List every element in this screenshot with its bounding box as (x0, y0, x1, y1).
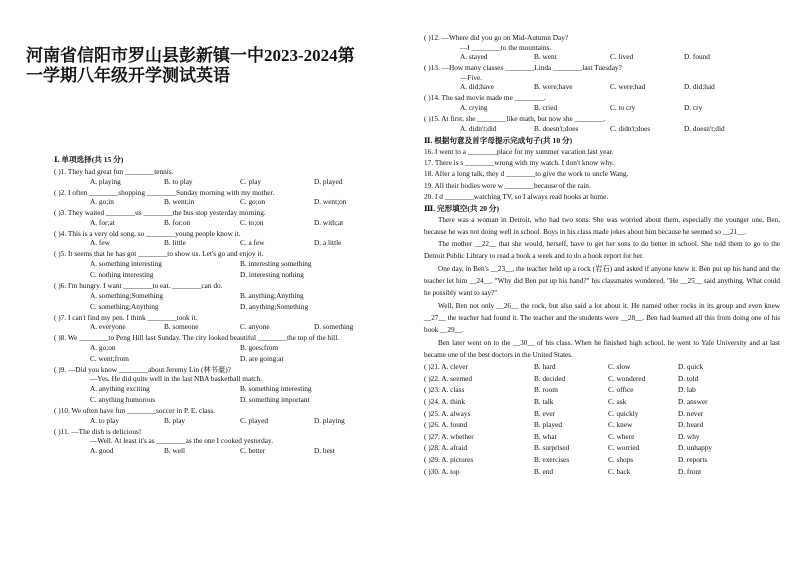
cloze-passage (424, 214, 780, 362)
cloze-paragraph-2: The mother __22__ that she would, herself, have to get her sons to do better in school. She told them to go to the Detroit Public Library to read a book a week and to do a book report for her. (424, 240, 780, 261)
question-9-options-cd: C. anything humorous D. something important (90, 394, 310, 404)
choice-row-25: ( )25. A. always B. ever C. quickly D. never (424, 408, 704, 418)
exam-title: 河南省信阳市罗山县彭新镇一中2023-2024第一学期八年级开学测试英语 (26, 46, 355, 85)
question-5-options-cd: C. nothing interesting D. interesting nothing (90, 269, 304, 279)
question-1-options: A. playing B. to play C. play D. played (90, 176, 343, 186)
cloze-paragraph-4: Well, Ben not only __26__ the rock, but also said a lot about it. He named other rocks in its group and even knew __27__ the teacher had found it. The teacher and the students were __28__. Ben had learned all this from doing one of his book __29__. (424, 301, 780, 335)
question-13-options: A. did;have B. were;have C. were;had D. did;had (460, 82, 715, 92)
question-12-options: A. stayed B. went C. lived D. found (460, 52, 710, 62)
question-4: ( )4. This is a very old song, so ________young people know it. (54, 228, 241, 238)
section-1-heading: Ⅰ. 单项选择(共 15 分) (54, 155, 124, 164)
question-12-reply: —I ________to the mountains. (460, 42, 552, 52)
question-14: ( )14. The sad movie made me ________. (424, 93, 546, 103)
choice-row-26: ( )26. A. found B. played C. knew D. heard (424, 420, 704, 430)
question-11: ( )11. —The dish is delicious! (54, 426, 142, 436)
question-8-options-cd: C. went;from D. are going;at (90, 353, 284, 363)
question-12: ( )12. —Where did you go on Mid-Autumn Day? (424, 33, 569, 42)
cloze-paragraph-1: There was a woman in Detroit, who had two sons. She was worried about them, especially the younger one, Ben, because he was not doing well in school. Boys in his class made jokes about him because he seemed so __21__. (424, 215, 780, 236)
question-10: ( )10. We often have fun ________soccer in P. E. class. (54, 405, 216, 415)
choice-row-28: ( )28. A. afraid B. surprised C. worried D. unhappy (424, 443, 713, 453)
question-1: ( )1. They had great fun ________tennis. (54, 167, 174, 176)
choice-row-27: ( )27. A. whether B. what C. where D. why (424, 431, 700, 441)
choice-row-21: ( )21. A. clever B. hard C. slow D. quick (424, 362, 704, 372)
fill-item-18: 18. After a long talk, they d ________to give the work to uncle Wang. (424, 169, 629, 179)
question-15-options: A. didn't;did B. doesn't;does C. didn't;does D. doesn't;did (460, 123, 725, 133)
question-7: ( )7. I can't find my pen. I think ________took it. (54, 312, 198, 322)
question-9-reply: —Yes. He did quite well in the last NBA basketball match. (90, 374, 262, 384)
question-4-options: A. few B. little C. a few D. a little (90, 238, 342, 248)
fill-item-17: 17. There is s ________wrong with my watch. I don't know why. (424, 157, 615, 167)
question-7-options: A. everyone B. someone C. anyone D. something (90, 322, 354, 332)
question-8: ( )8. We ________to Peng Hill last Sunday. The city looked beautiful ________the top of the hill. (54, 333, 340, 343)
choice-row-30: ( )30. A. top B. end C. back D. front (424, 466, 702, 476)
section-2-heading: Ⅱ. 根据句意及首字母提示完成句子(共 10 分) (424, 135, 573, 145)
question-5-options-ab: A. something interesting B. interesting something (90, 258, 312, 268)
fill-item-16: 16. I went to a ________place for my summer vacation last year. (424, 146, 614, 156)
question-2: ( )2. I often ________shopping ________Sunday morning with my mother. (54, 187, 275, 197)
choice-row-24: ( )24. A. think B. talk C. ask D. answer (424, 396, 708, 406)
question-6: ( )6. I'm hungry. I want ________to eat. ________can do. (54, 280, 223, 290)
question-14-options: A. crying B. cried C. to cry D. cry (460, 102, 703, 112)
cloze-paragraph-5: Ben later went on to the __30__ of his class. When he finished high school, he went to Yale University and at last became one of the best doctors in the United States. (424, 338, 780, 359)
question-13: ( )13. —How many classes ________Linda ________last Tuesday? (424, 63, 622, 73)
cloze-choices (424, 362, 784, 478)
choice-row-23: ( )23. A. class B. room C. office D. lab (424, 385, 696, 395)
left-column (54, 40, 394, 550)
section-1 (54, 155, 394, 457)
fill-item-19: 19. All their bodies were w ________because of the rain. (424, 180, 591, 190)
question-9: ( )9. —Did you know ________about Jeremy Lin (林书豪)? (54, 364, 231, 374)
fill-item-20: 20. I d ________watching TV, so I always read books at home. (424, 192, 609, 202)
question-8-options-ab: A. go;on B. goes;from (90, 342, 279, 352)
question-11-reply: —Well. At least it's as ________as the one I cooked yesterday. (90, 436, 274, 446)
question-13-reply: —Five. (460, 72, 483, 82)
question-6-options-ab: A. something;Something B. anything;Anything (90, 290, 304, 300)
right-column (424, 33, 784, 553)
question-3-options: A. for;at B. for;on C. to;on D. with;at (90, 217, 344, 227)
question-11-options: A. good B. well C. better D. best (90, 445, 335, 455)
question-15: ( )15. At first, she ________like math, but now she ________. (424, 113, 606, 123)
choice-row-22: ( )22. A. seemed B. decided C. wondered D. told (424, 373, 699, 383)
question-6-options-cd: C. something;Anything D. anything;Something (90, 301, 309, 311)
question-10-options: A. to play B. play C. played D. playing (90, 415, 345, 425)
cloze-paragraph-3: One day, in Ben's __23__, the teacher held up a rock (岩石) and asked if anyone knew it. Ben put up his hand and the teacher let him __24__. "Why did Ben put up his hand?" his classmates wondered, "He __25__ said anything. What could he possibly want to say?" (424, 264, 780, 298)
question-2-options: A. go;in B. went;in C. go;on D. went;on (90, 197, 347, 207)
question-3: ( )3. They waited ________us ________the bus stop yesterday morning. (54, 208, 266, 218)
question-5: ( )5. It seems that he has got ________to show us. Let's go and enjoy it. (54, 249, 264, 259)
question-9-options-ab: A. anything exciting B. something interesting (90, 383, 312, 393)
section-3-heading: Ⅲ. 完形填空(共 20 分) (424, 203, 500, 213)
choice-row-29: ( )29. A. pictures B. exercises C. shops D. reports (424, 454, 708, 464)
